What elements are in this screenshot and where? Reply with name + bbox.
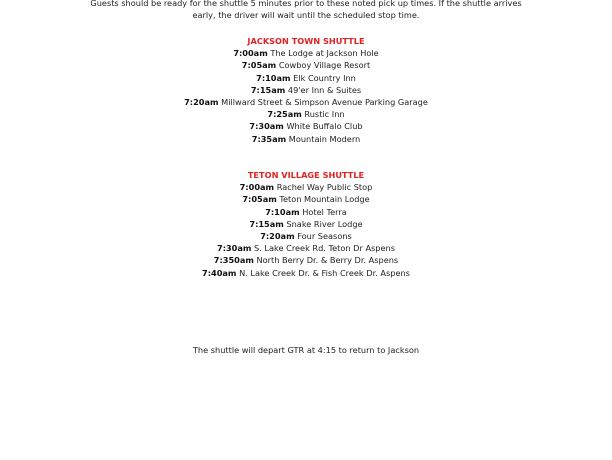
stop-place: Hotel Terra xyxy=(302,206,347,217)
schedule-row xyxy=(0,206,612,218)
schedule-row xyxy=(0,218,612,230)
schedule-row xyxy=(0,96,612,108)
stop-time: 7:15am xyxy=(250,84,286,95)
stop-time: 7:30am xyxy=(249,121,284,132)
schedule-row xyxy=(0,72,612,84)
stop-place: Elk Country Inn xyxy=(293,72,356,83)
intro-line: early, the driver will wait until the scheduled stop time. xyxy=(192,10,420,21)
stop-place: N. Lake Creek Dr. & Fish Creek Dr. Aspens xyxy=(239,267,410,278)
stop-time: 7:00am xyxy=(239,182,275,193)
stop-time: 7:35am xyxy=(251,133,287,144)
stop-place: Mountain Modern xyxy=(288,133,361,144)
jackson-town-shuttle-section xyxy=(0,35,612,145)
stop-place: North Berry Dr. & Berry Dr. Aspens xyxy=(256,255,399,266)
intro-line: Guests should be ready for the shuttle 5 minutes prior to these noted pick up times. If the shuttle arrives xyxy=(90,0,522,8)
schedule-row xyxy=(0,108,612,120)
stop-time: 7:05am xyxy=(242,194,277,205)
stop-time: 7:10am xyxy=(265,206,300,217)
section-title: TETON VILLAGE SHUTTLE xyxy=(247,170,365,180)
schedule-row xyxy=(0,254,612,266)
schedule-row xyxy=(0,230,612,242)
schedule-row xyxy=(0,120,612,132)
stop-place: Four Seasons xyxy=(297,231,352,242)
stop-time: 7:00am xyxy=(233,48,268,59)
stop-place: Teton Mountain Lodge xyxy=(279,194,370,205)
stop-place: Rachel Way Public Stop xyxy=(276,182,373,193)
schedule-row xyxy=(0,47,612,59)
stop-place: Cowboy Village Resort xyxy=(278,60,371,71)
stop-time: 7:350am xyxy=(213,255,254,266)
stop-place: Rustic Inn xyxy=(304,109,345,120)
schedule-row xyxy=(0,267,612,279)
stop-place: Millward Street & Simpson Avenue Parking Garage xyxy=(221,97,428,108)
stop-place: Snake River Lodge xyxy=(286,218,363,229)
stop-time: 7:30am xyxy=(217,243,252,254)
stop-place: S. Lake Creek Rd. Teton Dr Aspens xyxy=(254,243,395,254)
stop-time: 7:05am xyxy=(241,60,277,71)
schedule-row xyxy=(0,242,612,254)
schedule-row xyxy=(0,133,612,145)
stop-time: 7:10am xyxy=(256,72,291,83)
schedule-row xyxy=(0,84,612,96)
stop-time: 7:25am xyxy=(267,109,302,120)
stop-time: 7:20am xyxy=(184,97,219,108)
schedule-row xyxy=(0,193,612,205)
intro-paragraph xyxy=(60,0,552,21)
stop-time: 7:15am xyxy=(249,218,284,229)
schedule-row xyxy=(0,181,612,193)
stop-time: 7:20am xyxy=(260,231,295,242)
stop-place: The Lodge at Jackson Hole xyxy=(270,48,379,59)
schedule-row xyxy=(0,59,612,71)
stop-time: 7:40am xyxy=(202,267,237,278)
stop-place: White Buffalo Club xyxy=(286,121,363,132)
stop-place: 49'er Inn & Suites xyxy=(287,84,362,95)
section-title: JACKSON TOWN SHUTTLE xyxy=(247,36,365,46)
teton-village-shuttle-section xyxy=(0,169,612,279)
return-departure-note: The shuttle will depart GTR at 4:15 to return to Jackson xyxy=(192,345,420,355)
